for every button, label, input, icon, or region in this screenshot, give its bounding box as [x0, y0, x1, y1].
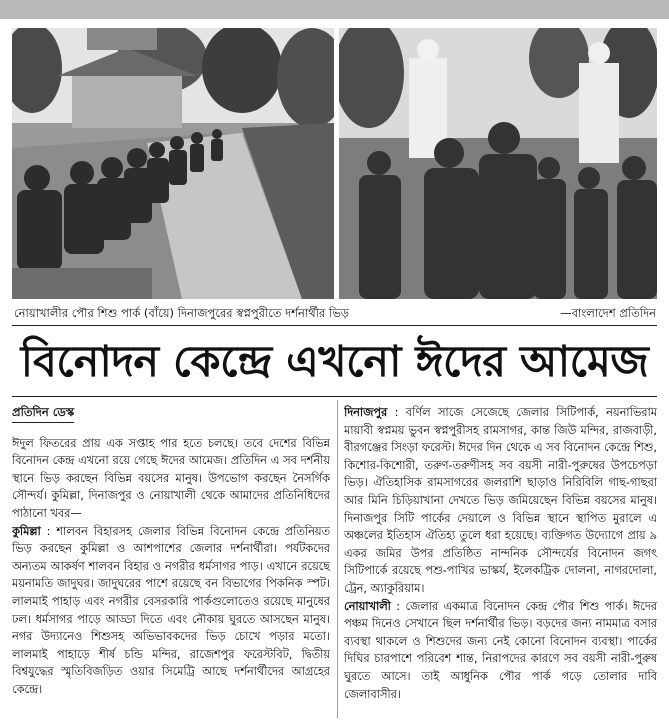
divider-top	[12, 325, 657, 326]
column-divider	[337, 400, 338, 718]
photo-credit: —বাংলাদেশ প্রতিদিন	[560, 306, 656, 320]
intro-text: ঈদুল ফিতরের প্রায় এক সপ্তাহ পার হতে চলছে। তবে দেশের বিভিন্ন বিনোদন কেন্দ্র এখনো রয়ে গেছে ঈদের আমেজ। প্রতিদিন এ সব দর্শনীয় স্থানে ভিড় করছেন বিভিন্ন বয়সের মানুষ। উপভোগ করছেন নৈসর্গিক সৌন্দর্য। কুমিল্লা, দিনাজপুর ও নোয়াখালী থেকে আমাদের প্রতিনিধিদের পাঠানো খবর—	[12, 436, 330, 520]
top-bar	[0, 0, 669, 19]
dinajpur-paragraph	[344, 404, 657, 598]
noakhali-label: নোয়াখালী	[344, 599, 391, 613]
comilla-text: : শালবন বিহারসহ জেলার বিভিন্ন বিনোদন কেন্দ্রে প্রতিনিয়ত ভিড় করছেন কুমিল্লা ও আশপাশের জেলার দর্শনার্থীরা। পর্যটকদের অন্যতম আকর্ষণ শালবন বিহার ও নগরীর ধর্মসাগর পাড়। এখানে রয়েছে ময়নামতি জাদুঘর। জাদুঘরের পাশে রয়েছে বন বিভাগের পিকনিক স্পট। লালমাই পাহাড় এবং নগরীর বেসরকারি পার্কগুলোতেও রয়েছে মানুষের ঢল। ধর্মসাগর পাড়ে আড্ডা দিতে এবং নৌকায় ঘুরতে আসছেন মানুষ। নগর উদ্যানেও শিশুসহ অভিভাবকদের ভিড় চোখে পড়ার মতো। লালমাই পাহাড়ে শীর্ষ চন্ডি মন্দির, রাজেশপুর ফরেস্টবিট, দ্বিতীয় বিশ্বযুদ্ধের স্মৃতিবিজড়িত ওয়ার সিমেট্রি আছে দর্শনার্থীদের আগ্রহের কেন্দ্রে।	[12, 524, 330, 696]
photo-dinajpur-swapnapuri	[339, 28, 657, 299]
photo-noakhali-park	[12, 28, 334, 299]
comilla-label: কুমিল্লা	[12, 524, 41, 538]
desk-label: প্রতিদিন ডেস্ক	[12, 404, 74, 423]
noakhali-text: : জেলার একমাত্র বিনোদন কেন্দ্র পৌর শিশু পার্ক। ঈদের পঞ্চম দিনেও সেখানে ছিল দর্শনার্থীর ভিড়। বড়দের জন্য নামমাত্র বসার ব্যবস্থা থাকলে ও শিশুদের জন্য নেই কোনো বিনোদন ব্যবস্থা। পার্কের দিঘির চারপাশে পরিবেশ শান্ত, নিরাপদের কারণে সব বয়সী নারী-পুরুষ ঘুরতে আসে। তাই আধুনিক পৌর পার্ক গড়ে তোলার দাবি জেলাবাসীর।	[344, 599, 657, 701]
dinajpur-label: দিনাজপুর	[344, 406, 388, 419]
headline: বিনোদন কেন্দ্রে এখনো ঈদের আমেজ	[20, 337, 649, 387]
photo-caption	[14, 304, 656, 322]
divider-bottom	[12, 396, 657, 397]
intro-paragraph	[12, 435, 330, 523]
noakhali-paragraph	[344, 598, 657, 704]
column-left	[12, 404, 330, 719]
column-right	[344, 404, 657, 719]
comilla-paragraph	[12, 523, 330, 699]
dinajpur-text: : বর্ণিল সাজে সেজেছে জেলার সিটিপার্ক, নয়নাভিরাম মায়াবী স্বপ্নময় ভুবন স্বপ্নপুরীসহ রামসাগর, কান্ত জিউ মন্দির, রাজবাড়ী, বীরগঞ্জের সিংড়া ফরেস্ট। ঈদের দিন থেকে এ সব বিনোদন কেন্দ্রে শিশু, কিশোর-কিশোরী, তরুণ-তরুণীসহ সব বয়সী নারী-পুরুষের উপচেপড়া ভিড়। ঐতিহাসিক রামসাগরের জলরাশি ছাড়াও নিরিবিলি গাছ-গাছরা আর মিনি চিড়িয়াখানা দেখতে ভিড় জমিয়েছেন বিভিন্ন বয়সের মানুষ। দিনাজপুর সিটি পার্কের দেয়ালে ও বিভিন্ন স্থানে স্থাপিত মুরালে এ অঞ্চলের ইতিহাস ঐতিহ্য তুলে ধরা হয়েছে। ব্যক্তিগত উদ্যোগে প্রায় ৯ একর জমির উপর প্রতিষ্ঠিত নান্দনিক সৌন্দর্যের বিনোদন জগৎ সিটিপার্কে রয়েছে পশু-পাখির ভাস্কর্য, ইলেকট্রিক দোলনা, নাগরদোলা, ট্রেন, অ্যাকুরিয়াম।	[344, 406, 657, 595]
caption-text: নোয়াখালীর পৌর শিশু পার্ক (বাঁয়ে) দিনাজপুরের স্বপ্নপুরীতে দর্শনার্থীর ভিড়	[14, 306, 349, 320]
